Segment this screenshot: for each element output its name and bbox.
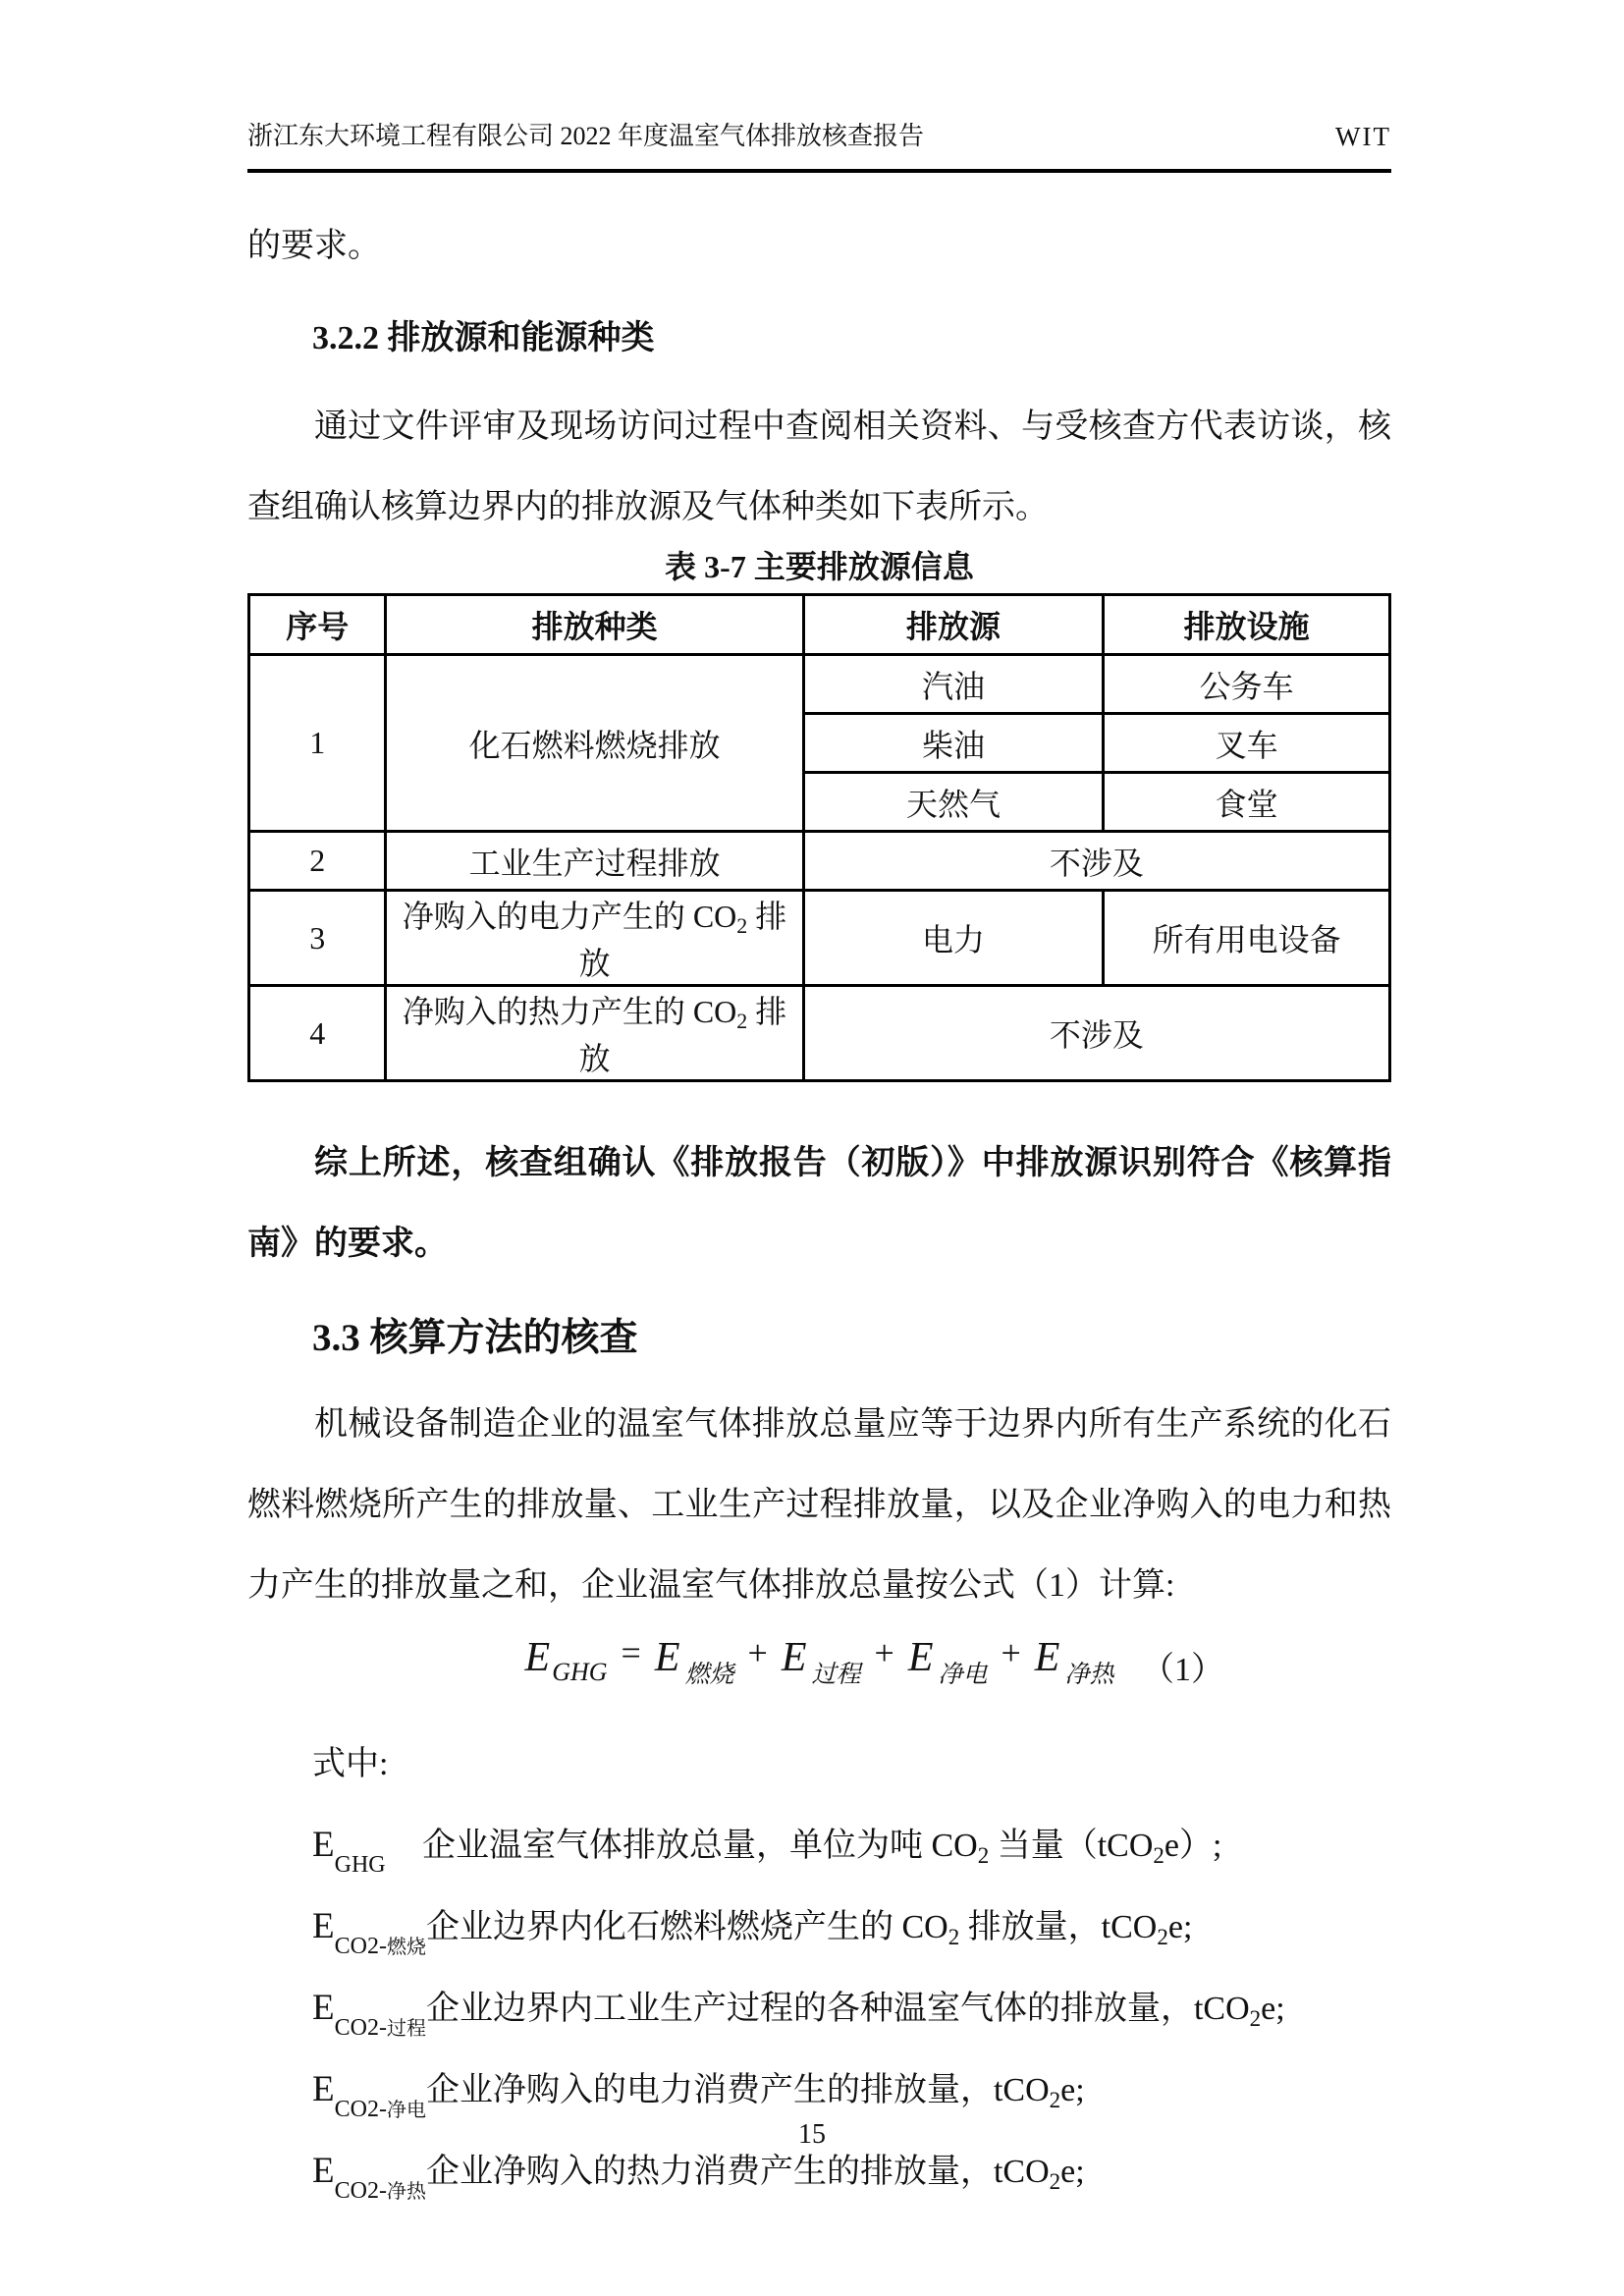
definition-text: 企业温室气体排放总量，单位为吨 $CO_2$ 当量（tCO$_2$e）; — [422, 1828, 1222, 1868]
definition-line-combustion — [247, 1904, 1391, 1959]
definition-term: $E_{_{CO2-净热}}$ — [312, 2151, 426, 2204]
definition-term: $E_{_{CO2-过程}}$ — [312, 1988, 426, 2041]
table-row — [249, 986, 1390, 1081]
paragraph-continuation: 的要求。 — [247, 228, 381, 264]
header-report-title: 浙江东大环境工程有限公司 2022 年度温室气体排放核查报告 — [247, 122, 925, 150]
paragraph-line: 通过文件评审及现场访问过程中查阅相关资料、与受核查方代表访谈，核 — [314, 409, 1391, 445]
formula-term: E $_{净热}$ — [1034, 1635, 1114, 1688]
table-cell-merged: 不涉及 — [803, 986, 1389, 1081]
definition-line-net-electricity — [247, 2067, 1391, 2122]
table-row — [249, 655, 1390, 714]
definition-line-eghg — [247, 1823, 1391, 1878]
table-cell-seq: 1 — [249, 655, 386, 832]
table-cell-seq: 4 — [249, 986, 386, 1081]
table-cell-source: 柴油 — [803, 714, 1104, 773]
formula-term: E $_{净电}$ — [907, 1635, 988, 1688]
heading-3-2-2: 3.2.2 排放源和能源种类 — [312, 320, 655, 356]
formula-term: E $_{过程}$ — [781, 1635, 861, 1688]
table-cell-kind: 净购入的热力产生的 $CO_2$ 排放 — [386, 986, 803, 1081]
table-cell-kind: 净购入的电力产生的 $CO_2$ 排放 — [386, 891, 803, 986]
formula-lhs: $E_{GHG}$ — [524, 1635, 608, 1686]
table-header-row — [249, 595, 1390, 655]
definition-term: $E_{_{GHG}}$ — [312, 1825, 386, 1878]
table-cell-source: 天然气 — [803, 773, 1104, 832]
col-header-facility: 排放设施 — [1104, 595, 1390, 655]
paragraph-line: 机械设备制造企业的温室气体排放总量应等于边界内所有生产系统的化石 — [314, 1406, 1391, 1443]
emission-sources-table — [247, 593, 1391, 1082]
definition-text: 企业边界内工业生产过程的各种温室气体的排放量，tCO$_2$e; — [425, 1991, 1285, 2031]
formula-1 — [247, 1632, 1391, 1697]
table-cell-seq: 2 — [249, 832, 386, 891]
definition-term: $E_{_{CO2-燃烧}}$ — [312, 1906, 426, 1959]
definition-line-net-heat — [247, 2149, 1391, 2204]
plus-sign: + — [874, 1633, 894, 1672]
definition-text: 企业边界内化石燃料燃烧产生的 $CO_2$ 排放量，tCO$_2$e; — [425, 1909, 1193, 1949]
table-cell-source: 电力 — [803, 891, 1104, 986]
definition-text: 企业净购入的热力消费产生的排放量，tCO$_2$e; — [425, 2154, 1085, 2194]
table-row — [249, 891, 1390, 986]
table-cell-kind: 化石燃料燃烧排放 — [386, 655, 803, 832]
plus-sign: + — [1001, 1633, 1021, 1672]
header-watermark: WIT — [1335, 122, 1391, 151]
definition-term: $E_{_{CO2-净电}}$ — [312, 2069, 426, 2122]
table-caption: 表 3-7 主要排放源信息 — [665, 549, 974, 584]
table-cell-kind: 工业生产过程排放 — [386, 832, 803, 891]
table-cell-merged: 不涉及 — [803, 832, 1389, 891]
paragraph-line: 查组确认核算边界内的排放源及气体种类如下表所示。 — [247, 489, 1049, 525]
formula-number: （1） — [1141, 1652, 1224, 1688]
page-body — [247, 173, 1391, 2204]
col-header-kind: 排放种类 — [386, 595, 803, 655]
table-cell-facility: 所有用电设备 — [1104, 891, 1390, 986]
paragraph-line: 综上所述，核查组确认《排放报告（初版）》中排放源识别符合《核算指 — [314, 1145, 1391, 1181]
plus-sign: + — [747, 1633, 768, 1672]
table-cell-facility: 叉车 — [1104, 714, 1390, 773]
page-number: 15 — [798, 2119, 826, 2150]
where-label: 式中: — [312, 1746, 389, 1782]
definition-text: 企业净购入的电力消费产生的排放量，tCO$_2$e; — [425, 2072, 1085, 2112]
page-footer — [0, 2119, 1624, 2151]
table-row — [249, 832, 1390, 891]
paragraph-line: 南》的要求。 — [247, 1226, 448, 1262]
page-header — [247, 120, 1391, 173]
col-header-seq: 序号 — [249, 595, 386, 655]
table-cell-facility: 公务车 — [1104, 655, 1390, 714]
table-cell-facility: 食堂 — [1104, 773, 1390, 832]
table-cell-source: 汽油 — [803, 655, 1104, 714]
col-header-source: 排放源 — [803, 595, 1104, 655]
formula-term: E $_{燃烧}$ — [654, 1635, 734, 1688]
paragraph-line: 燃料燃烧所产生的排放量、工业生产过程排放量，以及企业净购入的电力和热 — [247, 1487, 1391, 1523]
table-cell-seq: 3 — [249, 891, 386, 986]
definition-line-process — [247, 1986, 1391, 2041]
equals-sign: = — [621, 1633, 641, 1672]
paragraph-line: 力产生的排放量之和，企业温室气体排放总量按公式（1）计算: — [247, 1567, 1175, 1604]
heading-3-3: 3.3 核算方法的核查 — [312, 1317, 638, 1359]
